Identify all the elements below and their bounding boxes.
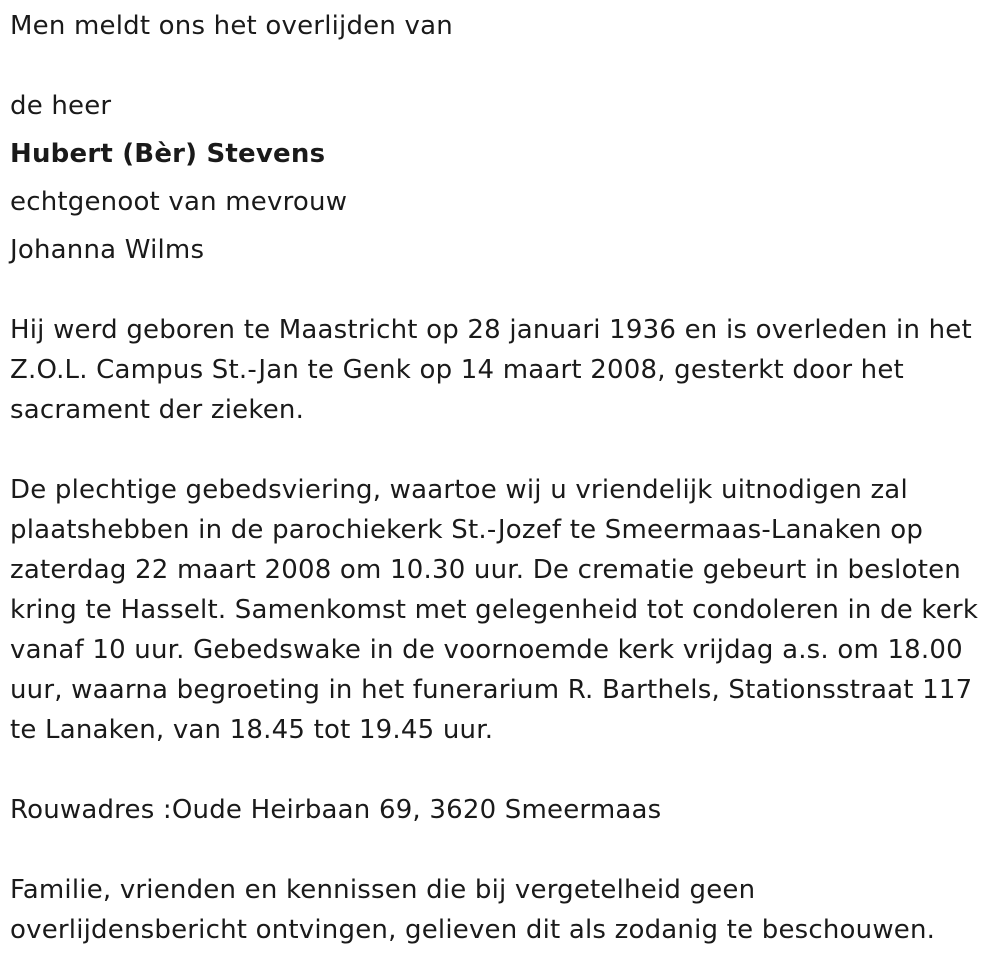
mourning-address: Rouwadres :Oude Heirbaan 69, 3620 Smeermaas bbox=[10, 795, 662, 825]
paragraph-line: te Lanaken, van 18.45 tot 19.45 uur. bbox=[10, 715, 494, 745]
spouse-name: Johanna Wilms bbox=[10, 235, 205, 265]
paragraph-line: sacrament der zieken. bbox=[10, 395, 305, 425]
salutation-text: de heer bbox=[10, 91, 112, 121]
deceased-name: Hubert (Bèr) Stevens bbox=[10, 139, 326, 169]
paragraph-line: uur, waarna begroeting in het funerarium R. Barthels, Stationsstraat 117 bbox=[10, 675, 973, 705]
spouse-label: echtgenoot van mevrouw bbox=[10, 187, 348, 217]
paragraph-line: vanaf 10 uur. Gebedswake in de voornoemde kerk vrijdag a.s. om 18.00 bbox=[10, 635, 963, 665]
paragraph-line: Hij werd geboren te Maastricht op 28 januari 1936 en is overleden in het bbox=[10, 315, 972, 345]
paragraph-line: Z.O.L. Campus St.-Jan te Genk op 14 maart 2008, gesterkt door het bbox=[10, 355, 904, 385]
paragraph-line: plaatshebben in de parochiekerk St.-Jozef te Smeermaas-Lanaken op bbox=[10, 515, 924, 545]
paragraph-line: Familie, vrienden en kennissen die bij vergetelheid geen bbox=[10, 875, 756, 905]
paragraph-line: De plechtige gebedsviering, waartoe wij u vriendelijk uitnodigen zal bbox=[10, 475, 908, 505]
paragraph-line: zaterdag 22 maart 2008 om 10.30 uur. De crematie gebeurt in besloten bbox=[10, 555, 961, 585]
intro-text: Men meldt ons het overlijden van bbox=[10, 11, 453, 41]
paragraph-line: kring te Hasselt. Samenkomst met gelegenheid tot condoleren in de kerk bbox=[10, 595, 979, 625]
paragraph-line: overlijdensbericht ontvingen, gelieven dit als zodanig te beschouwen. bbox=[10, 915, 936, 945]
